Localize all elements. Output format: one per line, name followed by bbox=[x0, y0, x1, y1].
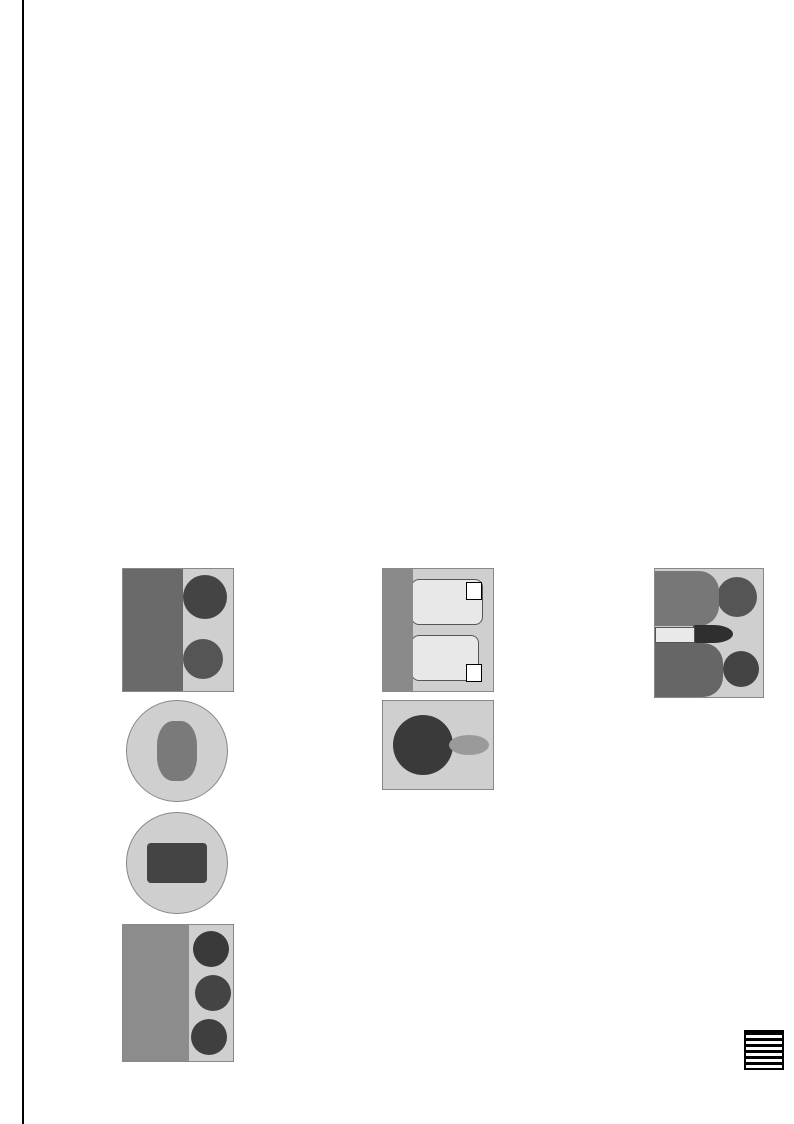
bag-label-b bbox=[466, 664, 482, 682]
left-column bbox=[0, 0, 794, 560]
soil-in-hand-closeup-photo bbox=[126, 700, 228, 802]
bag-label-a bbox=[466, 582, 482, 600]
plant-root-experiment-photo bbox=[654, 568, 764, 698]
hand-grab-soil-photo bbox=[122, 568, 234, 692]
binding-line bbox=[6, 0, 24, 1124]
soil-in-water-beaker-photo bbox=[126, 812, 228, 914]
leaf-in-hot-water-photo bbox=[382, 700, 494, 790]
students-heating-soil-photo bbox=[122, 924, 234, 1062]
right-column bbox=[0, 568, 794, 1124]
qr-code-icon bbox=[744, 1030, 784, 1070]
